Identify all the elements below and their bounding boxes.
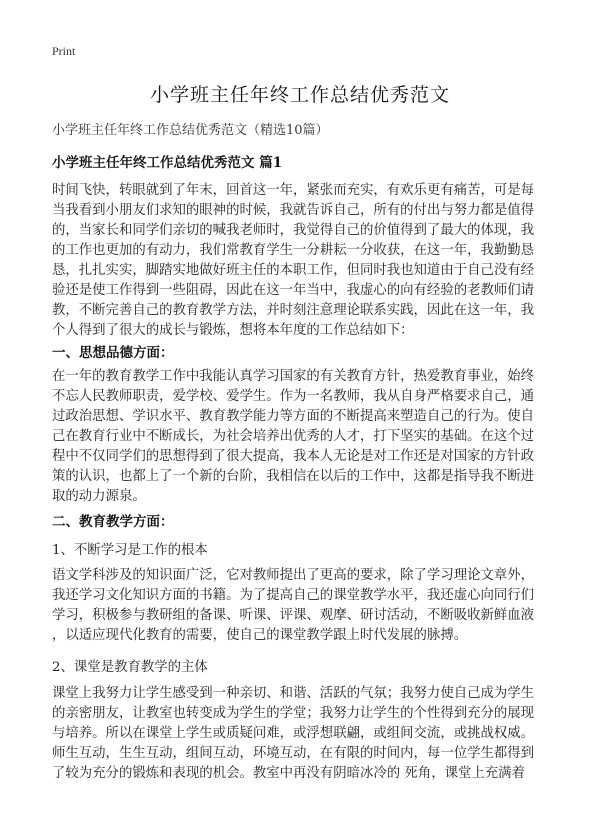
intro-paragraph: [52, 181, 552, 341]
section-title: 小学班主任年终工作总结优秀范文 篇1: [52, 155, 283, 171]
paragraph-line: 恳，扎扎实实，脚踏实地做好班主任的本职工作，但同时我也知道由于自己没有经: [52, 263, 535, 278]
paragraph-line: 验还是使工作得到一些阻碍，因此在这一年当中，我虚心的向有经验的老教师们请: [52, 283, 535, 298]
paragraph-line: 己在教育行业中不断成长，为社会培养出优秀的人才，打下坚实的基础。在这个过: [52, 429, 535, 444]
heading-teaching: 二、教育教学方面：: [52, 514, 174, 530]
paragraph-line: 取的动力源泉。: [52, 489, 146, 504]
paragraph-line: 与培养。所以在课堂上学生或质疑问难，或浮想联翩，或组间交流，或挑战权威。: [52, 726, 535, 741]
heading-moral: 一、思想品德方面：: [52, 345, 174, 361]
paragraph-line: 时间飞快，转眼就到了年末，回首这一年，紧张而充实，有欢乐更有痛苦，可是每: [52, 183, 535, 198]
paragraph-line: 课堂上我努力让学生感受到一种亲切、和谐、活跃的气氛；我努力使自己成为学生: [52, 686, 535, 701]
paragraph-line: 的工作也更加的有动力，我们常教育学生一分耕耘一分收获，在这一年，我勤勤恳: [52, 243, 535, 258]
print-link[interactable]: Print: [52, 44, 76, 58]
paragraph-line: 了较为充分的锻炼和表现的机会。教室中再没有阴暗冰冷的 死角，课堂上充满着: [52, 766, 525, 781]
paragraph-line: 教，不断完善自己的教育教学方法，并时刻注意理论联系实践，因此在这一年，我: [52, 303, 535, 318]
paragraph-line: 师生互动，生生互动，组间互动，环境互动，在有限的时间内，每一位学生都得到: [52, 746, 535, 761]
paragraph-line: 当我看到小朋友们求知的眼神的时候，我就告诉自己，所有的付出与努力都是值得: [52, 203, 535, 218]
subheading-study: 1、不断学习是工作的根本: [52, 543, 208, 558]
paragraph-line: 在一年的教育教学工作中我能认真学习国家的有关教育方针，热爱教育事业，始终: [52, 369, 535, 384]
paragraph-line: 我还学习文化知识方面的书籍。为了提高自己的课堂教学水平，我还虚心向同行们: [52, 588, 535, 603]
paragraph-line: 策的认识，也都上了一个新的台阶，我相信在以后的工作中，这都是指导我不断进: [52, 469, 535, 484]
paragraph-line: 程中不仅同学们的思想得到了很大提高，我本人无论是对工作还是对国家的方针政: [52, 449, 535, 464]
paragraph-line: ，以适应现代化教育的需要，使自己的课堂教学跟上时代发展的脉搏。: [52, 628, 468, 643]
paragraph-line: 的，当家长和同学们亲切的喊我老师时，我觉得自己的价值得到了最大的体现，我: [52, 223, 535, 238]
study-paragraph: [52, 566, 552, 646]
paragraph-line: 语文学科涉及的知识面广泛，它对教师提出了更高的要求，除了学习理论文章外，: [52, 568, 535, 583]
subheading-classroom: 2、课堂是教育教学的主体: [52, 660, 208, 675]
paragraph-line: 不忘人民教师职责，爱学校、爱学生。作为一名教师，我从自身严格要求自己，通: [52, 389, 535, 404]
moral-paragraph: [52, 367, 552, 507]
paragraph-line: 个人得到了很大的成长与锻炼，想将本年度的工作总结如下：: [52, 323, 414, 338]
page-title: 小学班主任年终工作总结优秀范文: [149, 84, 450, 106]
document-subtitle: 小学班主任年终工作总结优秀范文（精选10篇）: [52, 123, 329, 138]
classroom-paragraph: [52, 684, 552, 784]
paragraph-line: 学习，积极参与教研组的备课、听课、评课、观摩、研讨活动，不断吸收新鲜血液: [52, 608, 535, 623]
paragraph-line: 过政治思想、学识水平、教育教学能力等方面的不断提高来塑造自己的行为。使自: [52, 409, 535, 424]
paragraph-line: 的亲密朋友，让教室也转变成为学生的学堂；我努力让学生的个性得到充分的展现: [52, 706, 535, 721]
